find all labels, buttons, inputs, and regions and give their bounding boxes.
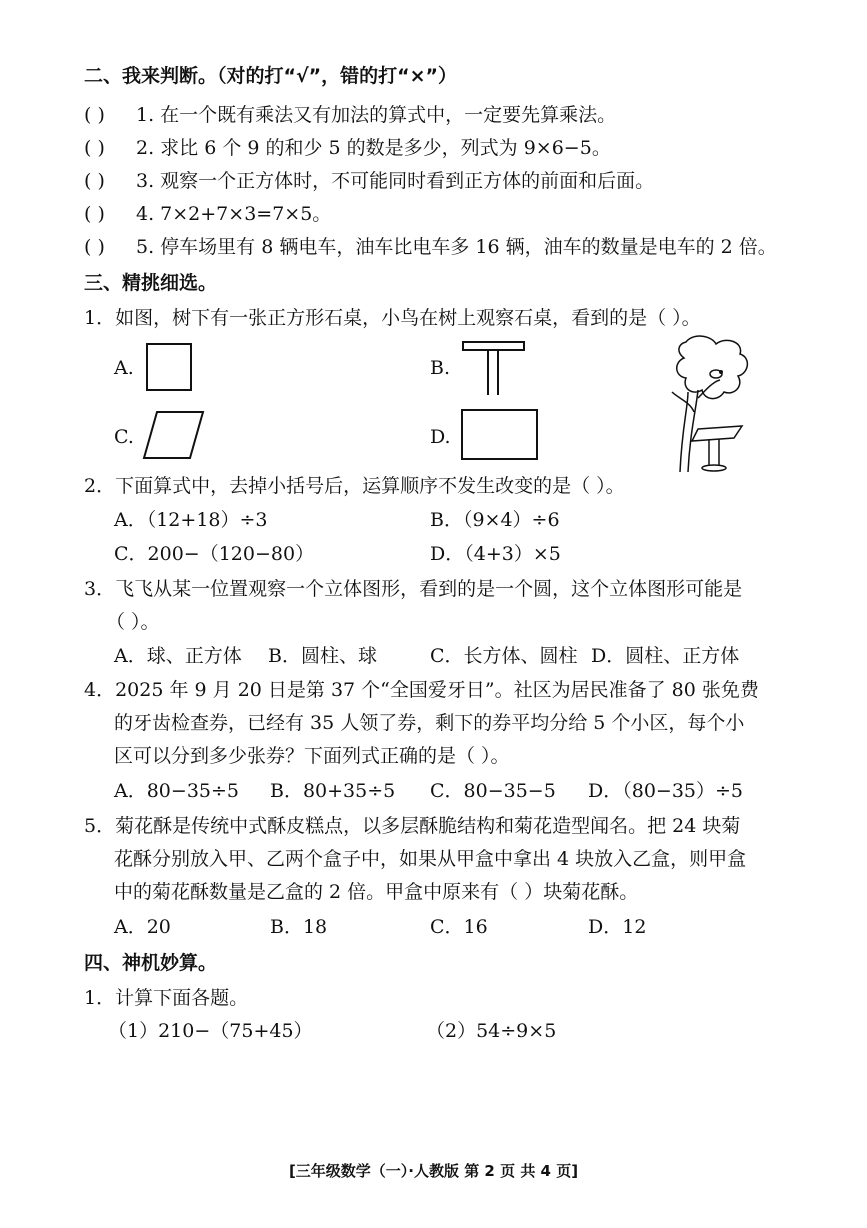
q3-stem-line-2: （ ）。	[106, 611, 160, 633]
q5-option-c[interactable]: C．16	[430, 916, 488, 938]
calc-problem-1: （1）210−（75+45）	[108, 1020, 313, 1042]
judge-item-1	[84, 102, 616, 128]
judge-text: 4. 7×2+7×3=7×5。	[136, 203, 332, 225]
q1-option-b-label[interactable]: B.	[430, 357, 451, 379]
answer-blank[interactable]: ( )	[84, 104, 105, 126]
calc-question-1: 1．计算下面各题。	[84, 987, 249, 1009]
q4-stem-line-1: 4．2025 年 9 月 20 日是第 37 个“全国爱牙日”。社区为居民准备了 80 张免费	[84, 679, 759, 701]
q3-option-c[interactable]: C．长方体、圆柱	[430, 645, 578, 667]
judge-text: 1. 在一个既有乘法又有加法的算式中，一定要先算乘法。	[136, 104, 617, 126]
judge-text: 2. 求比 6 个 9 的和少 5 的数是多少，列式为 9×6−5。	[136, 137, 611, 159]
section-4-heading: 四、神机妙算。	[84, 952, 218, 974]
judge-text: 5. 停车场里有 8 辆电车，油车比电车多 16 辆，油车的数量是电车的 2 倍。	[136, 236, 777, 258]
section-2-heading: 二、我来判断。（对的打“√”，错的打“×”）	[84, 65, 458, 87]
parallelogram-figure	[143, 411, 205, 461]
q1-option-d-label[interactable]: D.	[430, 426, 451, 448]
q2-option-a[interactable]: A．（12+18）÷3	[114, 509, 268, 531]
q4-option-b[interactable]: B．80+35÷5	[270, 780, 396, 802]
q3-option-b[interactable]: B．圆柱、球	[268, 645, 377, 667]
judge-item-3	[84, 168, 654, 194]
calc-problem-2: （2）54÷9×5	[426, 1020, 557, 1042]
q2-option-d[interactable]: D．（4+3）×5	[430, 543, 561, 565]
q4-stem-line-2: 的牙齿检查券，已经有 35 人领了券，剩下的券平均分给 5 个小区，每个小	[114, 712, 745, 734]
q3-option-a[interactable]: A．球、正方体	[114, 645, 242, 667]
square-figure	[146, 343, 194, 393]
q1-stem: 1．如图，树下有一张正方形石桌，小鸟在树上观察石桌，看到的是（ ）。	[84, 307, 701, 329]
answer-blank[interactable]: ( )	[84, 137, 105, 159]
q2-stem: 2．下面算式中，去掉小括号后，运算顺序不发生改变的是（ ）。	[84, 475, 625, 497]
q3-stem-line-1: 3．飞飞从某一位置观察一个立体图形，看到的是一个圆，这个立体图形可能是	[84, 578, 743, 600]
judge-text: 3. 观察一个正方体时，不可能同时看到正方体的前面和后面。	[136, 170, 655, 192]
judge-item-5	[84, 234, 777, 260]
answer-blank[interactable]: ( )	[84, 170, 105, 192]
answer-blank[interactable]: ( )	[84, 236, 105, 258]
judge-item-4	[84, 201, 331, 227]
q5-stem-line-3: 中的菊花酥数量是乙盒的 2 倍。甲盒中原来有（ ）块菊花酥。	[114, 881, 639, 903]
q5-option-a[interactable]: A．20	[114, 916, 171, 938]
q5-option-b[interactable]: B．18	[270, 916, 328, 938]
section-3-heading: 三、精挑细选。	[84, 272, 218, 294]
q4-option-c[interactable]: C．80−35−5	[430, 780, 556, 802]
q2-option-b[interactable]: B．（9×4）÷6	[430, 509, 560, 531]
page-footer: [三年级数学（一）·人教版 第 2 页 共 4 页]	[288, 1162, 579, 1180]
q4-option-a[interactable]: A．80−35÷5	[114, 780, 240, 802]
tree-bird-table-illustration	[664, 332, 764, 477]
judge-item-2	[84, 135, 611, 161]
q5-stem-line-2: 花酥分别放入甲、乙两个盒子中，如果从甲盒中拿出 4 块放入乙盒，则甲盒	[114, 848, 747, 870]
q1-option-c-label[interactable]: C.	[114, 426, 134, 448]
q4-option-d[interactable]: D．（80−35）÷5	[588, 780, 744, 802]
q3-option-d[interactable]: D．圆柱、正方体	[591, 645, 740, 667]
q4-stem-line-3: 区可以分到多少张券？下面列式正确的是（ ）。	[114, 745, 510, 767]
rectangle-figure	[461, 409, 539, 461]
q1-option-a-label[interactable]: A.	[114, 357, 134, 379]
q2-option-c[interactable]: C．200−（120−80）	[114, 543, 315, 565]
table-side-view-figure	[462, 341, 526, 397]
q5-stem-line-1: 5．菊花酥是传统中式酥皮糕点，以多层酥脆结构和菊花造型闻名。把 24 块菊	[84, 815, 741, 837]
q5-option-d[interactable]: D．12	[588, 916, 647, 938]
answer-blank[interactable]: ( )	[84, 203, 105, 225]
